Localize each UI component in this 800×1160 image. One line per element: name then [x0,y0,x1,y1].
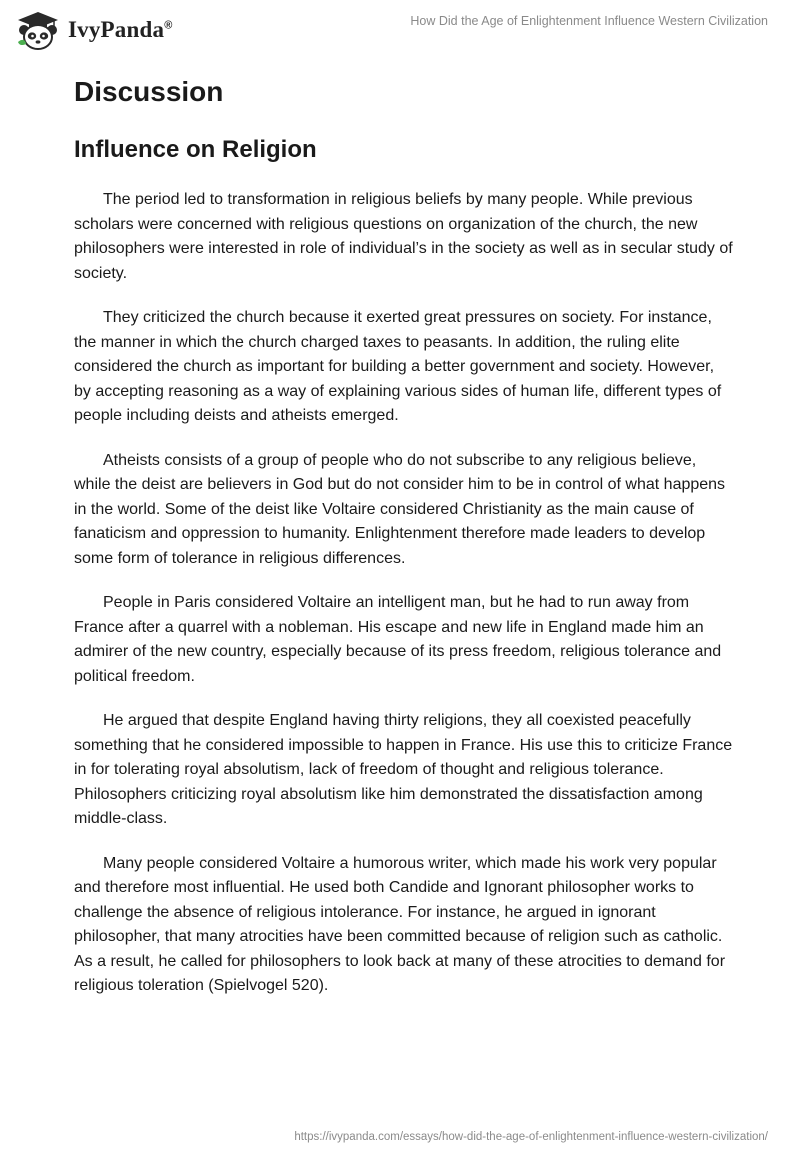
paragraph: People in Paris considered Voltaire an intelligent man, but he had to run away from France after a quarrel with a nobleman. His escape and new life in England made him an admirer of the new country, especially because of its press freedom, religious tolerance and political freedom. [74,594,722,685]
brand-logo[interactable] [14,10,173,50]
paragraph: Atheists consists of a group of people who do not subscribe to any religious believe, while the deist are believers in God but do not consider him to be in control of what happens in the world. Some of the deist like Voltaire considered Christianity as the main cause of fanaticism and oppression to humanity. Enlightenment therefore made leaders to develop some form of tolerance in religious differences. [74,451,726,567]
subsection-heading: Influence on Religion [74,136,317,163]
source-url[interactable]: https://ivypanda.com/essays/how-did-the-age-of-enlightenment-influence-western-civilization/ [294,1131,768,1143]
paragraph: He argued that despite England having thirty religions, they all coexisted peacefully something that he considered impossible to happen in France. His use this to criticize France in for tolerating royal absolutism, lack of freedom of thought and religious tolerance. Philosophers criticizing royal absolutism like him demonstrated the dissatisfaction among middle-class. [74,712,733,827]
document-title: How Did the Age of Enlightenment Influence Western Civilization [410,14,768,28]
paragraph: The period led to transformation in religious beliefs by many people. While previous scholars were concerned with religious questions on organization of the church, the new philosophers were interested in role of individual’s in the society as well as in secular study of society. [74,191,733,282]
section-heading: Discussion [74,76,224,107]
paragraph: They criticized the church because it exerted great pressures on society. For instance, the manner in which the church charged taxes to peasants. In addition, the ruling elite considered the church as important for building a better government and society. However, by accepting reasoning as a way of explaining various sides of human life, different types of people including deists and atheists emerged. [74,309,722,424]
paragraph-list [74,188,734,999]
paragraph: Many people considered Voltaire a humorous writer, which made his work very popular and therefore most influential. He used both Candide and Ignorant philosopher works to challenge the absence of religious intolerance. For instance, he argued in ignorant philosopher, that many atrocities have been committed because of religion such as catholic. As a result, he called for philosophers to look back at many of these atrocities to demand for religious toleration (Spielvogel 520). [74,854,726,994]
article-content [74,72,734,1019]
page-header [0,0,800,60]
brand-name: IvyPanda® [68,17,173,42]
panda-graduate-logo-icon [14,10,62,50]
